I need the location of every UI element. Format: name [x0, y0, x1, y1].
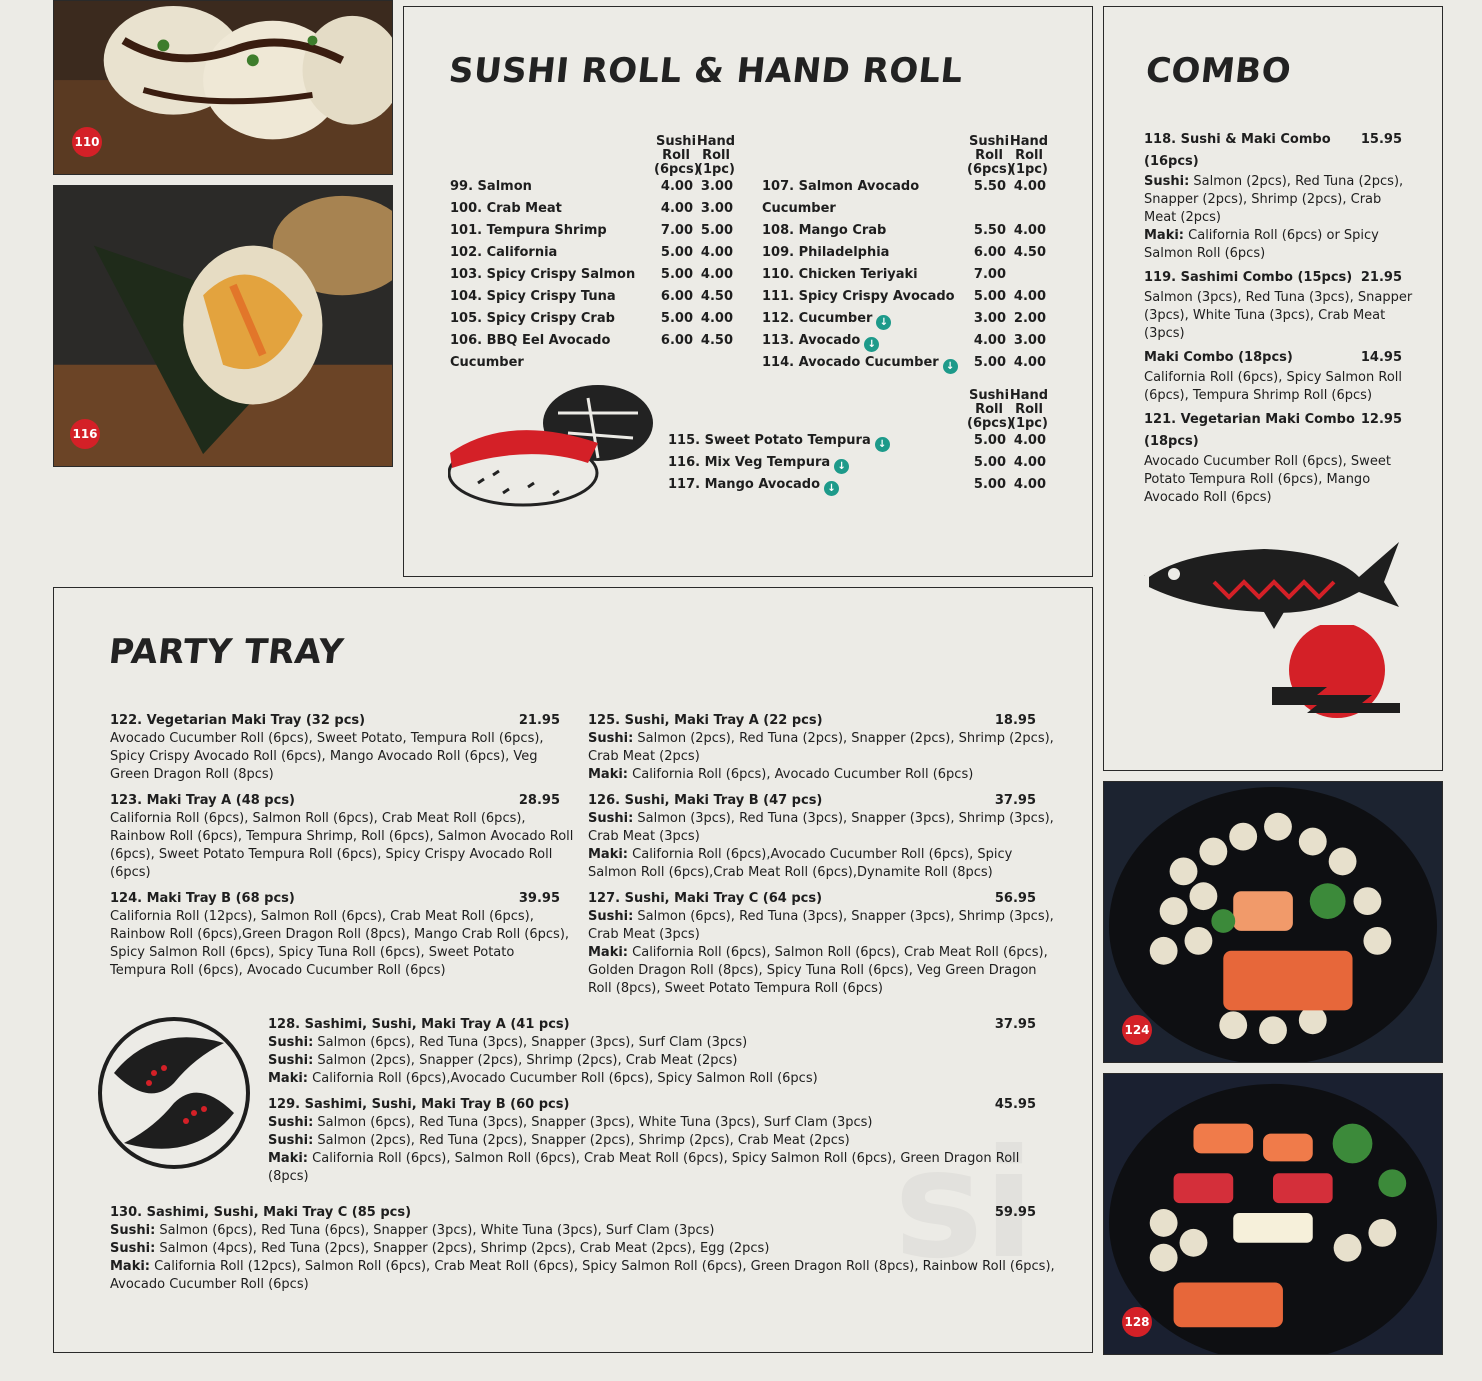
sushi-item-roll-price: 6.00 [660, 289, 693, 304]
sushi-item-hand-price: 4.00 [700, 267, 733, 282]
sushi-item-name: 114. Avocado Cucumber ↓ [762, 354, 958, 374]
party-item-price: 45.95 [994, 1097, 1036, 1112]
sushi-item-hand-price: 4.00 [1013, 289, 1046, 304]
party-item-description: California Roll (6pcs), Salmon Roll (6pcs), Crab Meat Roll (6pcs), Rainbow Roll (6pcs), Tempura Shrimp, Roll (6pcs), Salmon Avocado Roll (6pcs), Sweet Potato Tempura Roll (6pcs), Spicy Crispy Avocado Roll (6pcs) [110, 811, 574, 880]
combo-item-description: California Roll (6pcs), Spicy Salmon Roll (6pcs), Tempura Shrimp Roll (6pcs) [1144, 370, 1403, 403]
sushi-item-hand-price: 4.00 [1013, 477, 1046, 492]
sushi-item-name: 113. Avocado ↓ [762, 332, 879, 352]
rising-sun-illustration [1272, 625, 1402, 720]
sushi-item-name: 111. Spicy Crispy Avocado [762, 289, 955, 304]
koi-illustration [94, 1013, 254, 1173]
party-item-description: Sushi: Salmon (6pcs), Red Tuna (3pcs), Snapper (3pcs), White Tuna (3pcs), Surf Clam (3pcs) Sushi: Salmon (2pcs), Red Tuna (2pcs), Snapper (2pcs), Shrimp (2pcs), Crab Meat (2pcs) Maki: California Roll (6pcs), Salmon Roll (6pcs), Crab Meat Roll (6pcs), Spicy Salmon Roll (6pcs), Green Dragon Roll (8pcs) [268, 1115, 1020, 1184]
combo-panel [1103, 6, 1443, 771]
col-head-hand-left: Hand Roll (1pc) [696, 134, 736, 177]
sushi-item-hand-price: 4.50 [1013, 245, 1046, 260]
party-item-price: 18.95 [994, 713, 1036, 728]
sushi-roll-title: SUSHI ROLL & HAND ROLL [446, 51, 966, 91]
sushi-item-name: 108. Mango Crab [762, 223, 887, 238]
sushi-item-roll-price: 7.00 [973, 267, 1006, 282]
party-item-description: Avocado Cucumber Roll (6pcs), Sweet Potato, Tempura Roll (6pcs), Spicy Crispy Avocado Roll (6pcs), Mango Avocado Roll (6pcs), Veg Green Dragon Roll (8pcs) [110, 731, 544, 782]
combo-item-price: 15.95 [1360, 132, 1402, 147]
photo-110-roll [53, 0, 393, 175]
sushi-item-hand-price: 3.00 [700, 201, 733, 216]
sushi-roll-panel [403, 6, 1093, 577]
sushi-item-name: 109. Philadelphia [762, 245, 890, 260]
sushi-item-roll-price: 3.00 [973, 311, 1006, 326]
combo-item-name-cont: (18pcs) [1144, 434, 1199, 449]
col-head-sushi-left: Sushi Roll (6pcs) [654, 134, 700, 177]
party-item-name: 124. Maki Tray B (68 pcs) [110, 891, 295, 906]
col-head-hand-bottom: Hand Roll (1pc) [1009, 388, 1049, 431]
veg-leaf-icon: ↓ [824, 481, 839, 496]
party-tray-panel [53, 587, 1093, 1353]
combo-item-price: 12.95 [1360, 412, 1402, 427]
combo-item-name: Maki Combo (18pcs) [1144, 350, 1293, 365]
combo-item-description: Avocado Cucumber Roll (6pcs), Sweet Potato Tempura Roll (6pcs), Mango Avocado Roll (6pcs) [1144, 454, 1391, 505]
sushi-item-roll-price: 5.00 [660, 245, 693, 260]
sushi-item-hand-price: 4.50 [700, 333, 733, 348]
sushi-item-hand-price: 4.00 [1013, 223, 1046, 238]
sushi-item-roll-price: 6.00 [973, 245, 1006, 260]
sushi-item-name: 103. Spicy Crispy Salmon [450, 267, 636, 282]
party-item-name: 125. Sushi, Maki Tray A (22 pcs) [588, 713, 823, 728]
party-item-name: 122. Vegetarian Maki Tray (32 pcs) [110, 713, 366, 728]
party-item-price: 39.95 [518, 891, 560, 906]
col-head-sushi-right: Sushi Roll (6pcs) [967, 134, 1013, 177]
party-item-description: Sushi: Salmon (3pcs), Red Tuna (3pcs), Snapper (3pcs), Shrimp (3pcs), Crab Meat (3pcs) Maki: California Roll (6pcs),Avocado Cucumber Roll (6pcs), Spicy Salmon Roll (6pcs),Crab Meat Roll (6pcs),Dynamite Roll (8pcs) [588, 811, 1054, 880]
col-head-hand-right: Hand Roll (1pc) [1009, 134, 1049, 177]
sushi-item-roll-price: 4.00 [973, 333, 1006, 348]
sushi-item-roll-price: 7.00 [660, 223, 693, 238]
combo-item-description: Salmon (3pcs), Red Tuna (3pcs), Snapper (3pcs), White Tuna (3pcs), Crab Meat (3pcs) [1144, 290, 1413, 341]
sushi-item-hand-price: 4.00 [1013, 355, 1046, 370]
combo-item-name: 121. Vegetarian Maki Combo [1144, 412, 1355, 427]
sushi-item-hand-price: 3.00 [700, 179, 733, 194]
combo-item-price: 21.95 [1360, 270, 1402, 285]
sushi-item-hand-price: 3.00 [1013, 333, 1046, 348]
col-head-sushi-bottom: Sushi Roll (6pcs) [967, 388, 1013, 431]
party-item-description: California Roll (12pcs), Salmon Roll (6pcs), Crab Meat Roll (6pcs), Rainbow Roll (6pcs),Green Dragon Roll (8pcs), Mango Crab Roll (6pcs), Spicy Salmon Roll (6pcs), Spicy Tuna Roll (6pcs), Sweet Potato Tempura Roll (6pcs), Avocado Cucumber Roll (6pcs) [110, 909, 570, 978]
sushi-item-roll-price: 6.00 [660, 333, 693, 348]
photo-124-maki-tray [1103, 781, 1443, 1063]
party-item-name: 126. Sushi, Maki Tray B (47 pcs) [588, 793, 823, 808]
sushi-item-name: 101. Tempura Shrimp [450, 223, 607, 238]
party-item-name: 127. Sushi, Maki Tray C (64 pcs) [588, 891, 823, 906]
party-item-price: 28.95 [518, 793, 560, 808]
party-item-price: 59.95 [994, 1205, 1036, 1220]
photo-128-sashimi-tray [1103, 1073, 1443, 1355]
party-tray-title: PARTY TRAY [106, 632, 346, 672]
party-item-description: Sushi: Salmon (2pcs), Red Tuna (2pcs), Snapper (2pcs), Shrimp (2pcs), Crab Meat (2pcs) Maki: California Roll (6pcs), Avocado Cucumber Roll (6pcs) [588, 731, 1054, 782]
badge-110: 110 [72, 127, 102, 157]
sushi-item-hand-price: 4.00 [1013, 433, 1046, 448]
sushi-item-name: 115. Sweet Potato Tempura ↓ [668, 432, 890, 452]
sushi-item-name: 105. Spicy Crispy Crab [450, 311, 615, 326]
sushi-item-roll-price: 5.00 [973, 355, 1006, 370]
sushi-item-roll-price: 5.50 [973, 179, 1006, 194]
party-item-price: 21.95 [518, 713, 560, 728]
sushi-item-name: 106. BBQ Eel Avocado [450, 333, 611, 348]
sushi-item-name: 110. Chicken Teriyaki [762, 267, 918, 282]
photo-116-hand-roll [53, 185, 393, 467]
sushi-item-roll-price: 5.00 [660, 267, 693, 282]
party-item-name: 128. Sashimi, Sushi, Maki Tray A (41 pcs) [268, 1017, 570, 1032]
sushi-item-roll-price: 5.00 [973, 289, 1006, 304]
party-item-description: Sushi: Salmon (6pcs), Red Tuna (6pcs), Snapper (3pcs), White Tuna (3pcs), Surf Clam (3pcs) Sushi: Salmon (4pcs), Red Tuna (2pcs), Snapper (2pcs), Shrimp (2pcs), Crab Meat (2pcs), Egg (2pcs) Maki: California Roll (12pcs), Salmon Roll (6pcs), Crab Meat Roll (6pcs), Spicy Salmon Roll (6pcs), Green Dragon Roll (8pcs), Rainbow Roll (6pcs), Avocado Cucumber Roll (6pcs) [110, 1223, 1055, 1292]
sushi-item-hand-price: 4.00 [1013, 455, 1046, 470]
sushi-item-roll-price: 5.00 [973, 455, 1006, 470]
sushi-item-name: 107. Salmon Avocado [762, 179, 920, 194]
sushi-item-name: 117. Mango Avocado ↓ [668, 476, 839, 496]
party-item-price: 56.95 [994, 891, 1036, 906]
combo-item-name-cont: (16pcs) [1144, 154, 1199, 169]
sushi-item-name: 99. Salmon [450, 179, 532, 194]
veg-leaf-icon: ↓ [876, 315, 891, 330]
sushi-item-roll-price: 4.00 [660, 201, 693, 216]
combo-item-name: 118. Sushi & Maki Combo [1144, 132, 1331, 147]
sushi-item-name: 100. Crab Meat [450, 201, 562, 216]
fish-illustration [1144, 537, 1404, 632]
sushi-item-name: Cucumber [450, 355, 524, 370]
badge-128: 128 [1122, 1307, 1152, 1337]
sushi-item-hand-price: 5.00 [700, 223, 733, 238]
combo-item-description: Sushi: Salmon (2pcs), Red Tuna (2pcs), Snapper (2pcs), Shrimp (2pcs), Crab Meat (2pcs) Maki: California Roll (6pcs) or Spicy Salmon Roll (6pcs) [1144, 174, 1404, 261]
sushi-item-name: 116. Mix Veg Tempura ↓ [668, 454, 849, 474]
party-item-description: Sushi: Salmon (6pcs), Red Tuna (3pcs), Snapper (3pcs), Surf Clam (3pcs) Sushi: Salmon (2pcs), Snapper (2pcs), Shrimp (2pcs), Crab Meat (2pcs) Maki: California Roll (6pcs),Avocado Cucumber Roll (6pcs), Spicy Salmon Roll (6pcs) [268, 1035, 818, 1086]
sushi-item-name: 104. Spicy Crispy Tuna [450, 289, 616, 304]
party-item-name: 123. Maki Tray A (48 pcs) [110, 793, 295, 808]
veg-leaf-icon: ↓ [864, 337, 879, 352]
sushi-item-hand-price: 4.00 [700, 245, 733, 260]
party-item-description: Sushi: Salmon (6pcs), Red Tuna (3pcs), Snapper (3pcs), Shrimp (3pcs), Crab Meat (3pcs) Maki: California Roll (6pcs), Salmon Roll (6pcs), Crab Meat Roll (6pcs), Golden Dragon Roll (8pcs), Spicy Tuna Roll (6pcs), Veg Green Dragon Roll (8pcs), Sweet Potato Tempura Roll (6pcs) [588, 909, 1054, 996]
sushi-item-hand-price: 2.00 [1013, 311, 1046, 326]
veg-leaf-icon: ↓ [943, 359, 958, 374]
party-item-name: 130. Sashimi, Sushi, Maki Tray C (85 pcs) [110, 1205, 412, 1220]
sushi-item-name: Cucumber [762, 201, 836, 216]
party-item-price: 37.95 [994, 1017, 1036, 1032]
combo-title: COMBO [1143, 51, 1294, 91]
sushi-item-hand-price: 4.50 [700, 289, 733, 304]
badge-124: 124 [1122, 1015, 1152, 1045]
combo-item-price: 14.95 [1360, 350, 1402, 365]
party-item-price: 37.95 [994, 793, 1036, 808]
sushi-item-hand-price: 4.00 [1013, 179, 1046, 194]
sushi-item-name: 102. California [450, 245, 558, 260]
nigiri-illustration [448, 383, 658, 513]
veg-leaf-icon: ↓ [875, 437, 890, 452]
sushi-item-roll-price: 4.00 [660, 179, 693, 194]
combo-item-name: 119. Sashimi Combo (15pcs) [1144, 270, 1353, 285]
sushi-item-name: 112. Cucumber ↓ [762, 310, 891, 330]
sushi-item-roll-price: 5.00 [973, 477, 1006, 492]
sushi-item-roll-price: 5.50 [973, 223, 1006, 238]
veg-leaf-icon: ↓ [834, 459, 849, 474]
sushi-item-roll-price: 5.00 [660, 311, 693, 326]
sushi-item-roll-price: 5.00 [973, 433, 1006, 448]
sushi-item-hand-price: 4.00 [700, 311, 733, 326]
party-item-name: 129. Sashimi, Sushi, Maki Tray B (60 pcs) [268, 1097, 570, 1112]
badge-116: 116 [70, 419, 100, 449]
